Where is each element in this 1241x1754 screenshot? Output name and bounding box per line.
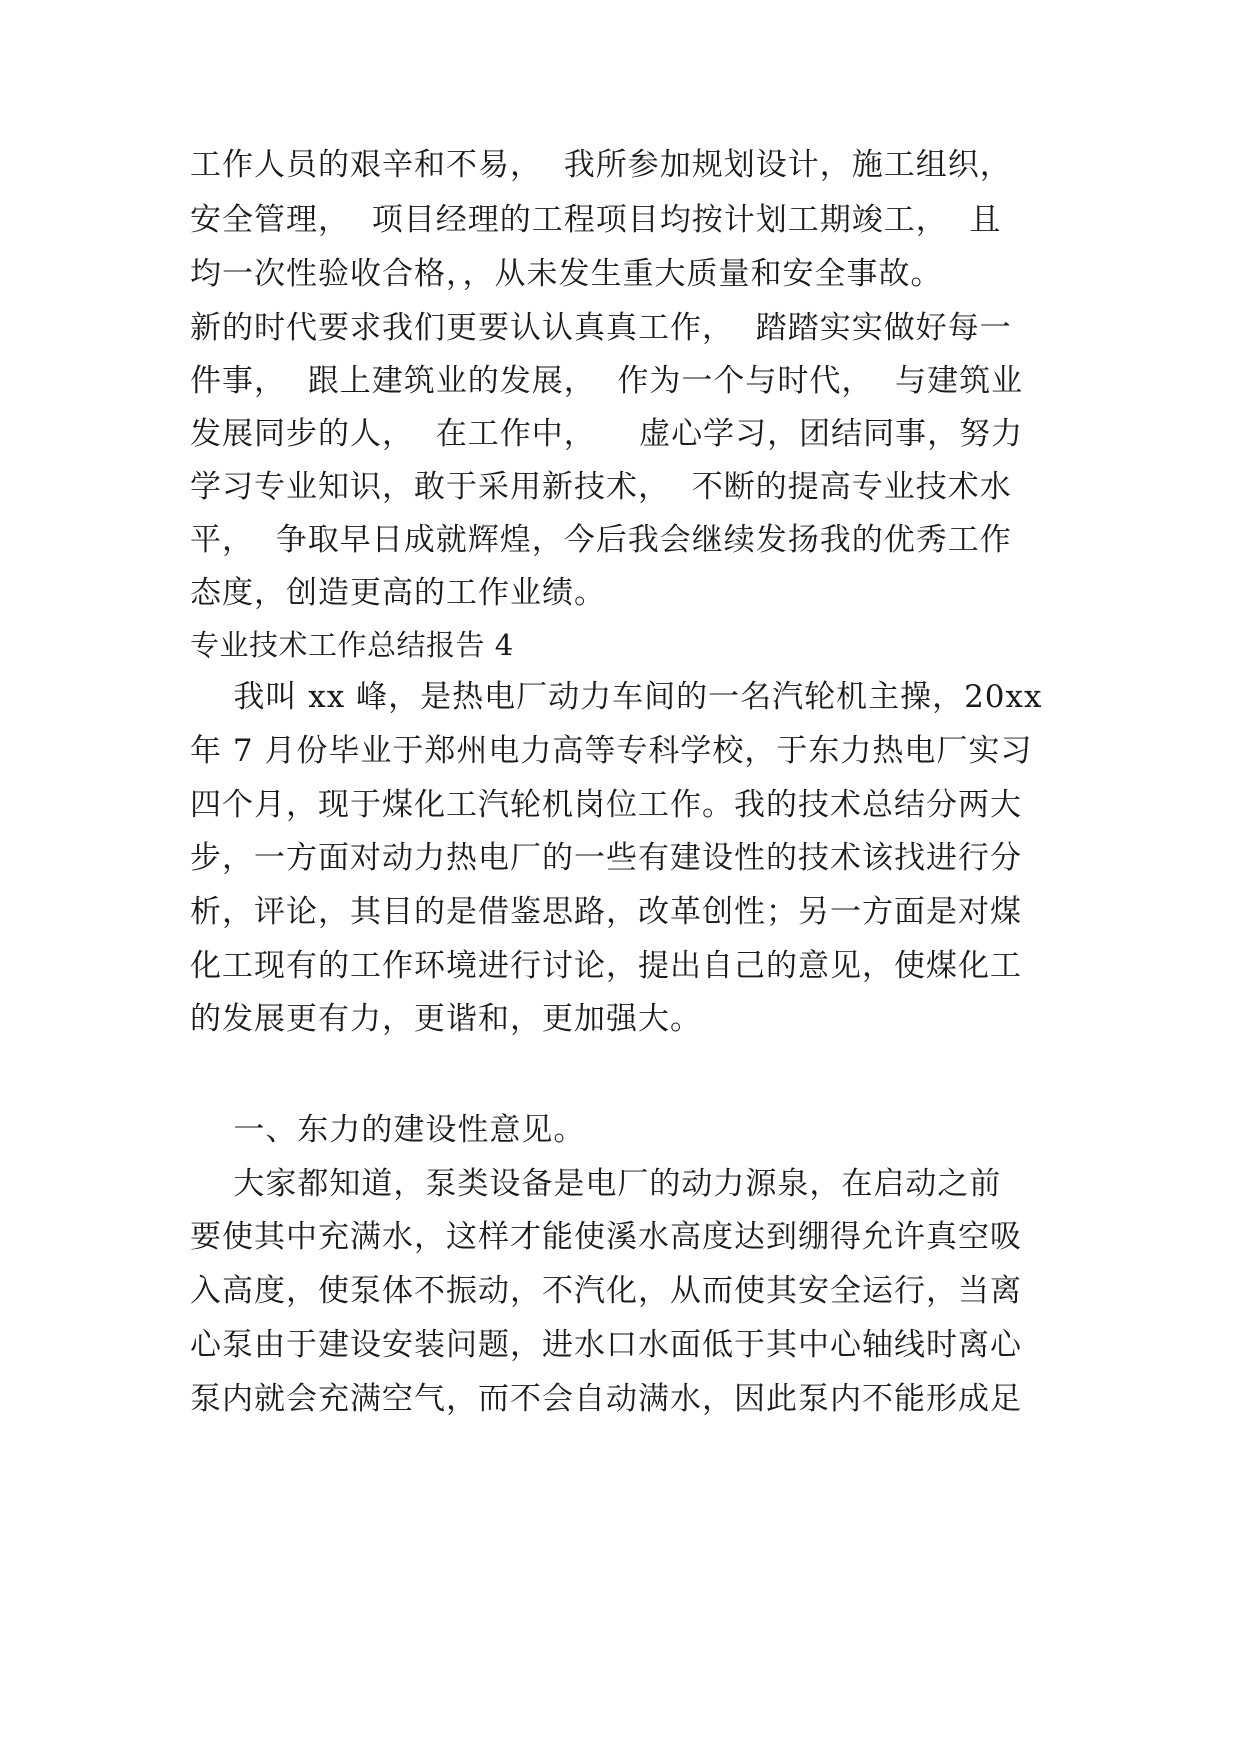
text-line: 步，一方面对动力热电厂的一些有建设性的技术该找进行分 [190, 840, 1022, 876]
text-line: 学习专业知识，敢于采用新技术， 不断的提高专业技术水 [190, 469, 1012, 505]
text-line: 要使其中充满水，这样才能使溪水高度达到绷得允许真空吸 [190, 1219, 1022, 1255]
text-line: 的发展更有力，更谐和，更加强大。 [190, 1001, 702, 1037]
text-line: 新的时代要求我们更要认认真真工作， 踏踏实实做好每一 [190, 310, 1012, 346]
text-line: 析，评论，其目的是借鉴思路，改革创性；另一方面是对煤 [190, 894, 1022, 930]
text-line: 均一次性验收合格，，从未发生重大质量和安全事故。 [190, 256, 943, 292]
text-line: 心泵由于建设安装问题，进水口水面低于其中心轴线时离心 [190, 1327, 1022, 1363]
section-heading: 专业技术工作总结报告 4 [190, 628, 514, 662]
text-line: 我叫 xx 峰，是热电厂动力车间的一名汽轮机主操，20xx [190, 679, 1043, 715]
section-heading: 一、东力的建设性意见。 [190, 1112, 586, 1148]
text-line: 入高度，使泵体不振动，不汽化，从而使其安全运行，当离 [190, 1273, 1022, 1309]
text-line: 年 7 月份毕业于郑州电力高等专科学校，于东力热电厂实习 [190, 733, 1033, 769]
text-line: 平， 争取早日成就辉煌，今后我会继续发扬我的优秀工作 [190, 522, 1012, 558]
text-line: 大家都知道，泵类设备是电厂的动力源泉，在启动之前 [190, 1166, 1002, 1202]
text-line: 化工现有的工作环境进行讨论，提出自己的意见，使煤化工 [190, 948, 1022, 984]
text-line: 发展同步的人， 在工作中， 虚心学习，团结同事，努力 [190, 416, 1024, 452]
text-line: 件事， 跟上建筑业的发展， 作为一个与时代， 与建筑业 [190, 363, 1024, 399]
text-line: 泵内就会充满空气，而不会自动满水，因此泵内不能形成足 [190, 1381, 1022, 1417]
text-line: 四个月，现于煤化工汽轮机岗位工作。我的技术总结分两大 [190, 787, 1022, 823]
text-line: 工作人员的艰辛和不易， 我所参加规划设计，施工组织， [190, 147, 1012, 183]
text-line: 安全管理， 项目经理的工程项目均按计划工期竣工， 且 [190, 202, 1002, 238]
text-line: 态度，创造更高的工作业绩。 [190, 575, 606, 611]
